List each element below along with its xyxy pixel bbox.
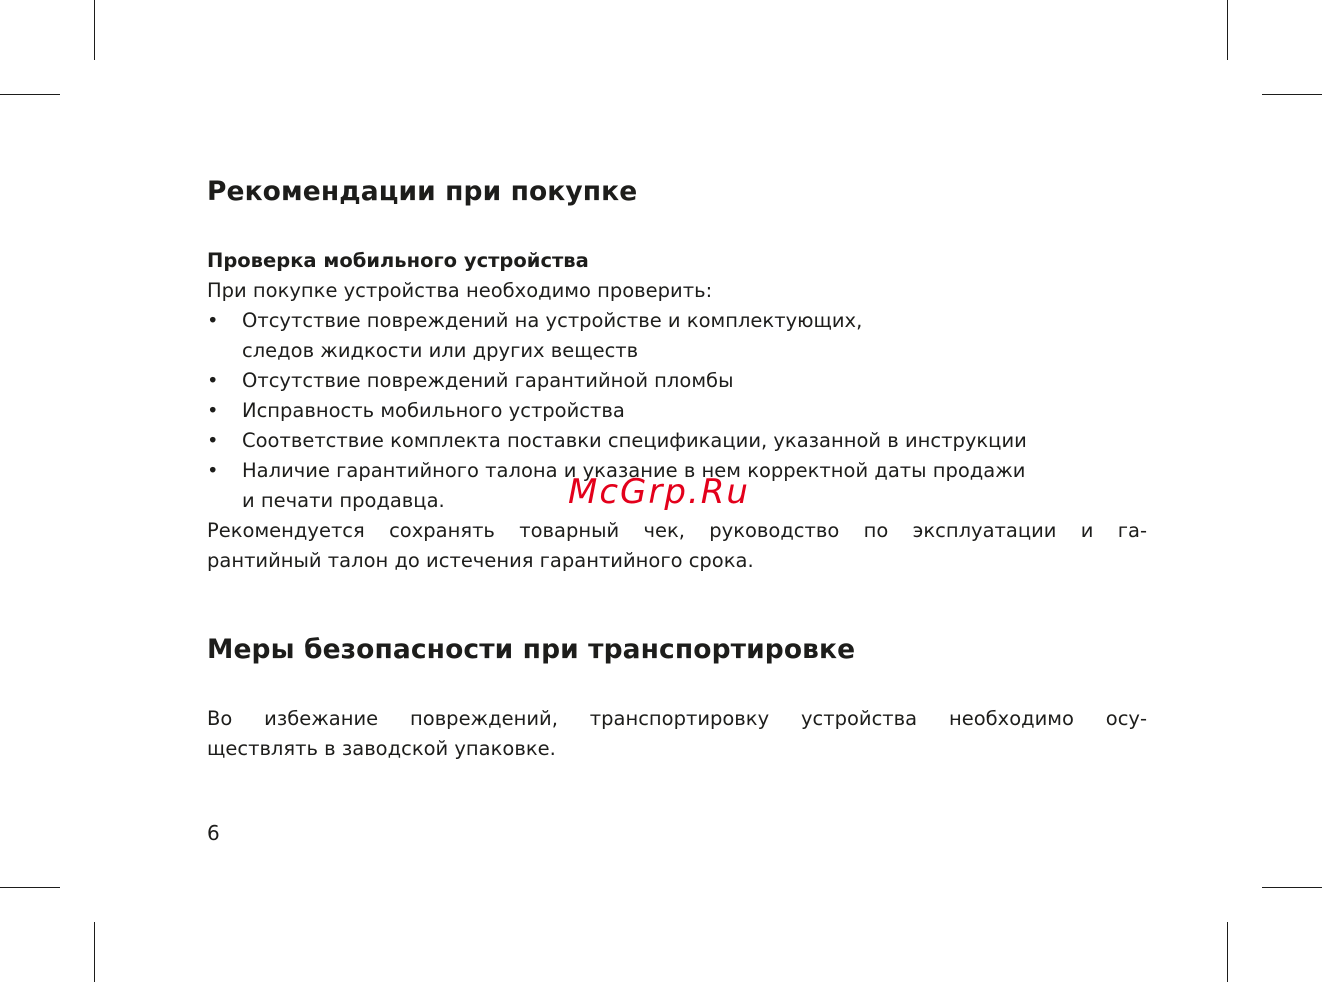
- crop-mark-bottom-right-horizontal: [1262, 887, 1322, 888]
- list-item-line: Соответствие комплекта поставки спецификации, указанной в инструкции: [242, 429, 1027, 452]
- page-content: [207, 172, 1147, 764]
- crop-mark-bottom-left-horizontal: [0, 887, 60, 888]
- list-item-line: Отсутствие повреждений на устройстве и комплектующих,: [242, 309, 863, 332]
- bullet-icon: •: [207, 429, 219, 452]
- list-item-line: и печати продавца.: [242, 489, 445, 512]
- section-title-purchase: Рекомендации при покупке: [207, 176, 638, 207]
- list-item-line: Отсутствие повреждений гарантийной пломбы: [242, 369, 734, 392]
- list-item: [207, 396, 1147, 426]
- watermark-logo: McGrp.Ru: [568, 472, 750, 512]
- bullet-icon: •: [207, 309, 219, 332]
- list-item-line: Исправность мобильного устройства: [242, 399, 625, 422]
- intro-text: При покупке устройства необходимо проверить:: [207, 279, 713, 302]
- crop-mark-bottom-right-vertical: [1227, 922, 1228, 982]
- bullet-icon: •: [207, 369, 219, 392]
- bullet-icon: •: [207, 459, 219, 482]
- list-item-line: Наличие гарантийного талона и указание в нем корректной даты продажи: [242, 459, 1026, 482]
- crop-mark-bottom-left-vertical: [94, 922, 95, 982]
- list-item-line: следов жидкости или других веществ: [242, 339, 639, 362]
- crop-mark-top-left-horizontal: [0, 94, 60, 95]
- list-item: [207, 306, 1147, 366]
- crop-mark-top-right-vertical: [1227, 0, 1228, 60]
- subtitle-device-check: Проверка мобильного устройства: [207, 249, 589, 272]
- transport-line: Во избежание повреждений, транспортировку устройства необходимо осу-: [207, 707, 1147, 730]
- recommendation-text: [207, 516, 1147, 576]
- list-item: [207, 366, 1147, 396]
- section-title-transport: Меры безопасности при транспортировке: [207, 634, 856, 665]
- transport-line: ществлять в заводской упаковке.: [207, 737, 556, 760]
- transport-text: [207, 704, 1147, 764]
- crop-mark-top-left-vertical: [94, 0, 95, 60]
- recommendation-line: Рекомендуется сохранять товарный чек, руководство по эксплуатации и га-: [207, 519, 1147, 542]
- page-number: 6: [207, 821, 220, 845]
- crop-mark-top-right-horizontal: [1262, 94, 1322, 95]
- bullet-icon: •: [207, 399, 219, 422]
- list-item: [207, 426, 1147, 456]
- recommendation-line: рантийный талон до истечения гарантийного срока.: [207, 549, 754, 572]
